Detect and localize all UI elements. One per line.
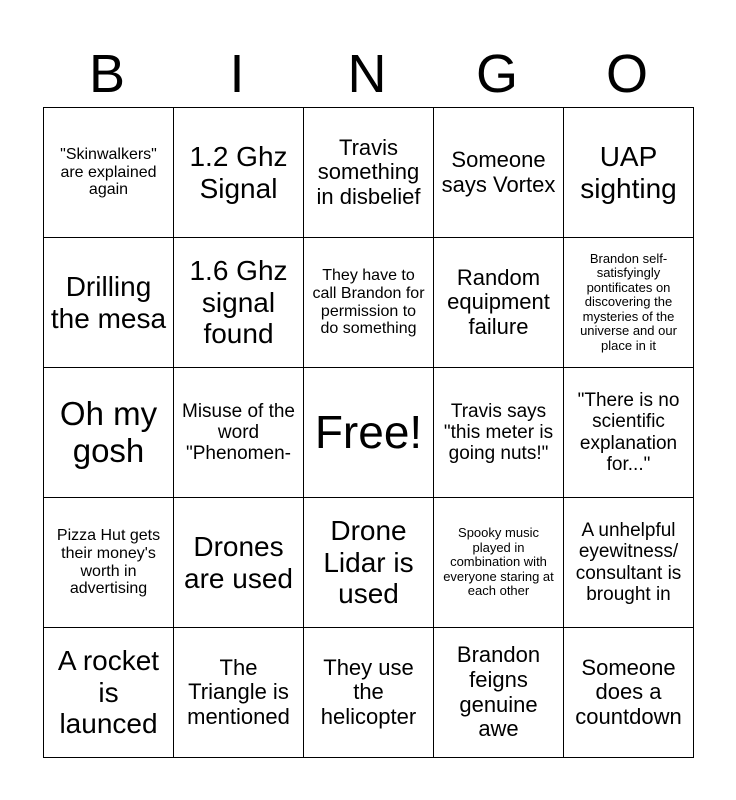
bingo-cell[interactable]: Oh my gosh <box>44 368 174 498</box>
free-space-cell[interactable]: Free! <box>304 368 434 498</box>
bingo-cell[interactable]: UAP sighting <box>564 108 694 238</box>
bingo-cell[interactable]: A unhelpful eyewitness/ consultant is brought in <box>564 498 694 628</box>
bingo-cell[interactable]: Travis says "this meter is going nuts!" <box>434 368 564 498</box>
board-row <box>44 108 694 238</box>
bingo-cell[interactable]: Spooky music played in combination with everyone staring at each other <box>434 498 564 628</box>
board-row <box>44 628 694 758</box>
bingo-cell[interactable]: Someone says Vortex <box>434 108 564 238</box>
bingo-cell[interactable]: 1.6 Ghz signal found <box>174 238 304 368</box>
bingo-cell[interactable]: Misuse of the word "Phenomen- <box>174 368 304 498</box>
bingo-cell[interactable]: "Skinwalkers" are explained again <box>44 108 174 238</box>
bingo-cell[interactable]: 1.2 Ghz Signal <box>174 108 304 238</box>
board-row <box>44 368 694 498</box>
header-letter-n: N <box>347 44 389 104</box>
bingo-cell[interactable]: Drones are used <box>174 498 304 628</box>
header-letter-o: O <box>605 44 650 104</box>
header-letter-b: B <box>88 44 128 104</box>
bingo-board <box>43 107 694 758</box>
bingo-cell[interactable]: They use the helicopter <box>304 628 434 758</box>
board-row <box>44 238 694 368</box>
bingo-cell[interactable]: They have to call Brandon for permission to do something <box>304 238 434 368</box>
bingo-cell[interactable]: Brandon self-satisfyingly pontificates on discovering the mysteries of the universe and our place in it <box>564 238 694 368</box>
bingo-cell[interactable]: Brandon feigns genuine awe <box>434 628 564 758</box>
bingo-cell[interactable]: A rocket is launced <box>44 628 174 758</box>
bingo-cell[interactable]: Someone does a countdown <box>564 628 694 758</box>
header-letter-i: I <box>229 44 247 104</box>
bingo-header <box>43 40 693 108</box>
bingo-cell[interactable]: Drilling the mesa <box>44 238 174 368</box>
bingo-cell[interactable]: Pizza Hut gets their money's worth in advertising <box>44 498 174 628</box>
bingo-cell[interactable]: "There is no scientific explanation for..." <box>564 368 694 498</box>
bingo-cell[interactable]: Random equipment failure <box>434 238 564 368</box>
bingo-cell[interactable]: The Triangle is mentioned <box>174 628 304 758</box>
bingo-cell[interactable]: Drone Lidar is used <box>304 498 434 628</box>
header-letter-g: G <box>475 44 520 104</box>
bingo-cell[interactable]: Travis something in disbelief <box>304 108 434 238</box>
board-row <box>44 498 694 628</box>
